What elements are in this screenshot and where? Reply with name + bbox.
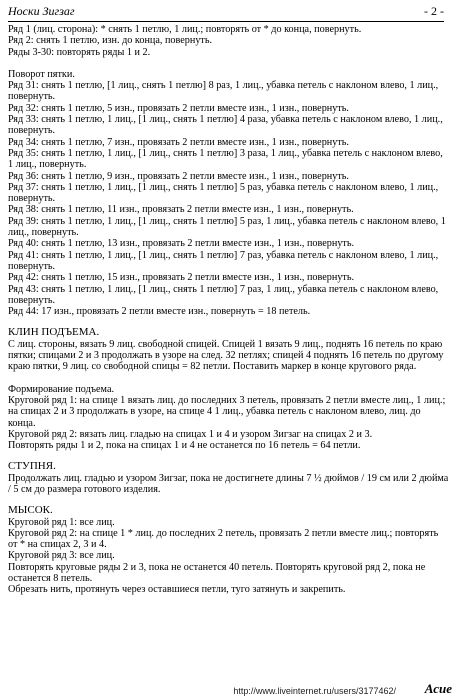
heel-row: Ряд 35: снять 1 петлю, 1 лиц., [1 лиц., снять 1 петлю] 3 раза, 1 лиц., убавка петель с наклоном влево, 1 лиц., повернуть. [8, 147, 443, 171]
foot-title: СТУПНЯ. [8, 460, 56, 473]
instep-title: Формирование подъема. [8, 383, 115, 395]
gusset-text: С лиц. стороны, вязать 9 лиц. свободной спицей. Спицей 1 вязать 9 лиц., поднять 16 петель по краю пятки; спицами 2 и 3 продолжать в узоре на след. 32 петлях; спицей 4 поднять 16 петель по другому краю пятки, 9 лиц. со свободной спицы = 82 петли. Поставить маркер в конце кругового ряда. [8, 338, 444, 373]
toe-row: Круговой ряд 3: все лиц. [8, 550, 115, 562]
heel-row: Ряд 43: снять 1 петлю, 1 лиц., [1 лиц., снять 1 петлю] 7 раз, 1 лиц., убавка петель с наклоном влево, повернуть. [8, 283, 439, 306]
instep-row: Круговой ряд 1: на спице 1 вязать лиц. до последних 3 петель, провязать 2 петли вместе лиц., 1 лиц.; на спицах 2 и 3 продолжать в узоре, на спице 4 1 лиц., убавка петель с наклоном влево, лиц. до конца. [8, 394, 446, 429]
heel-row: Ряд 44: 17 изн., провязать 2 петли вместе изн., повернуть = 18 петель. [8, 306, 311, 318]
instep-row: Повторять ряды 1 и 2, пока на спицах 1 и 4 не останется по 16 петель = 64 петли. [8, 440, 361, 452]
heel-row: Ряд 37: снять 1 петлю, 1 лиц., [1 лиц., снять 1 петлю] 5 раз, убавка петель с наклоном влево, 1 лиц., повернуть. [8, 181, 439, 205]
header-title: Носки Зигзаг [8, 4, 75, 18]
heel-row: Ряд 38: снять 1 петлю, 11 изн., провязать 2 петли вместе изн., 1 изн., повернуть. [8, 204, 354, 216]
toe-section [8, 505, 450, 595]
heel-row: Ряд 36: снять 1 петлю, 9 изн., провязать 2 петли вместе изн., 1 изн., повернуть. [8, 170, 349, 182]
footer-url[interactable]: http://www.liveinternet.ru/users/3177462/ [233, 686, 396, 696]
page-number: - 2 - [424, 4, 444, 18]
heel-row: Ряд 42: снять 1 петлю, 15 изн., провязать 2 петли вместе изн., 1 изн., повернуть. [8, 272, 355, 284]
instep-row: Круговой ряд 2: вязать лиц. гладью на спицах 1 и 4 и узором Зигзаг на спицах 2 и 3. [8, 428, 373, 440]
foot-text: Продолжать лиц. гладью и узором Зигзаг, пока не достигнете длины 7 ½ дюймов / 19 см или 2 дюйма / 5 см до размера готового изделия. [8, 472, 449, 495]
intro-row-2: Ряд 2: снять 1 петлю, изн. до конца, повернуть. [8, 35, 213, 47]
document-body [8, 24, 450, 596]
toe-row: Повторять круговые ряды 2 и 3, пока не останется 40 петель. Повторять круговой ряд 2, пока не останется 8 петель. [8, 561, 426, 585]
instep-section [8, 384, 450, 452]
toe-row: Круговой ряд 1: все лиц. [8, 516, 115, 528]
toe-row: Круговой ряд 2: на спице 1 * лиц. до последних 2 петель, провязать 2 петли вместе лиц.; повторять от * на спицах 2, 3 и 4. [8, 527, 439, 551]
toe-row: Обрезать нить, протянуть через оставшиеся петли, туго затянуть и закрепить. [8, 584, 346, 596]
footer-logo: Асие [424, 681, 452, 696]
heel-row: Ряд 32: снять 1 петлю, 5 изн., провязать 2 петли вместе изн., 1 изн., повернуть. [8, 102, 349, 114]
heel-row: Ряд 33: снять 1 петлю, 1 лиц., [1 лиц., снять 1 петлю] 4 раза, убавка петель с наклоном влево, 1 лиц., повернуть. [8, 114, 443, 137]
intro-row-3: Ряды 3-30: повторять ряды 1 и 2. [8, 46, 151, 58]
intro-row-1: Ряд 1 (лиц. сторона): * снять 1 петлю, 1 лиц.; повторять от * до конца, повернуть. [8, 24, 362, 35]
foot-section [8, 461, 450, 495]
page-footer [0, 683, 456, 697]
heel-title: Поворот пятки. [8, 68, 75, 80]
intro-section [8, 24, 450, 58]
heel-row: Ряд 34: снять 1 петлю, 7 изн., провязать 2 петли вместе изн., 1 изн., повернуть. [8, 136, 349, 148]
toe-title: МЫСОК. [8, 504, 53, 517]
heel-row: Ряд 41: снять 1 петлю, 1 лиц., [1 лиц., снять 1 петлю] 7 раз, убавка петель с наклоном влево, 1 лиц., повернуть. [8, 249, 439, 272]
heel-row: Ряд 40: снять 1 петлю, 13 изн., провязать 2 петли вместе изн., 1 изн., повернуть. [8, 238, 355, 250]
heel-section [8, 69, 450, 318]
heel-row: Ряд 39: снять 1 петлю, 1 лиц., [1 лиц., снять 1 петлю] 5 раз, 1 лиц., убавка петель с наклоном влево, 1 лиц., повернуть. [8, 215, 446, 239]
page-header [8, 3, 444, 22]
gusset-title: КЛИН ПОДЪЕМА. [8, 326, 100, 339]
heel-row: Ряд 31: снять 1 петлю, [1 лиц., снять 1 петлю] 8 раз, 1 лиц., убавка петель с наклоном влево, 1 лиц., повернуть. [8, 80, 439, 103]
gusset-section [8, 327, 450, 372]
